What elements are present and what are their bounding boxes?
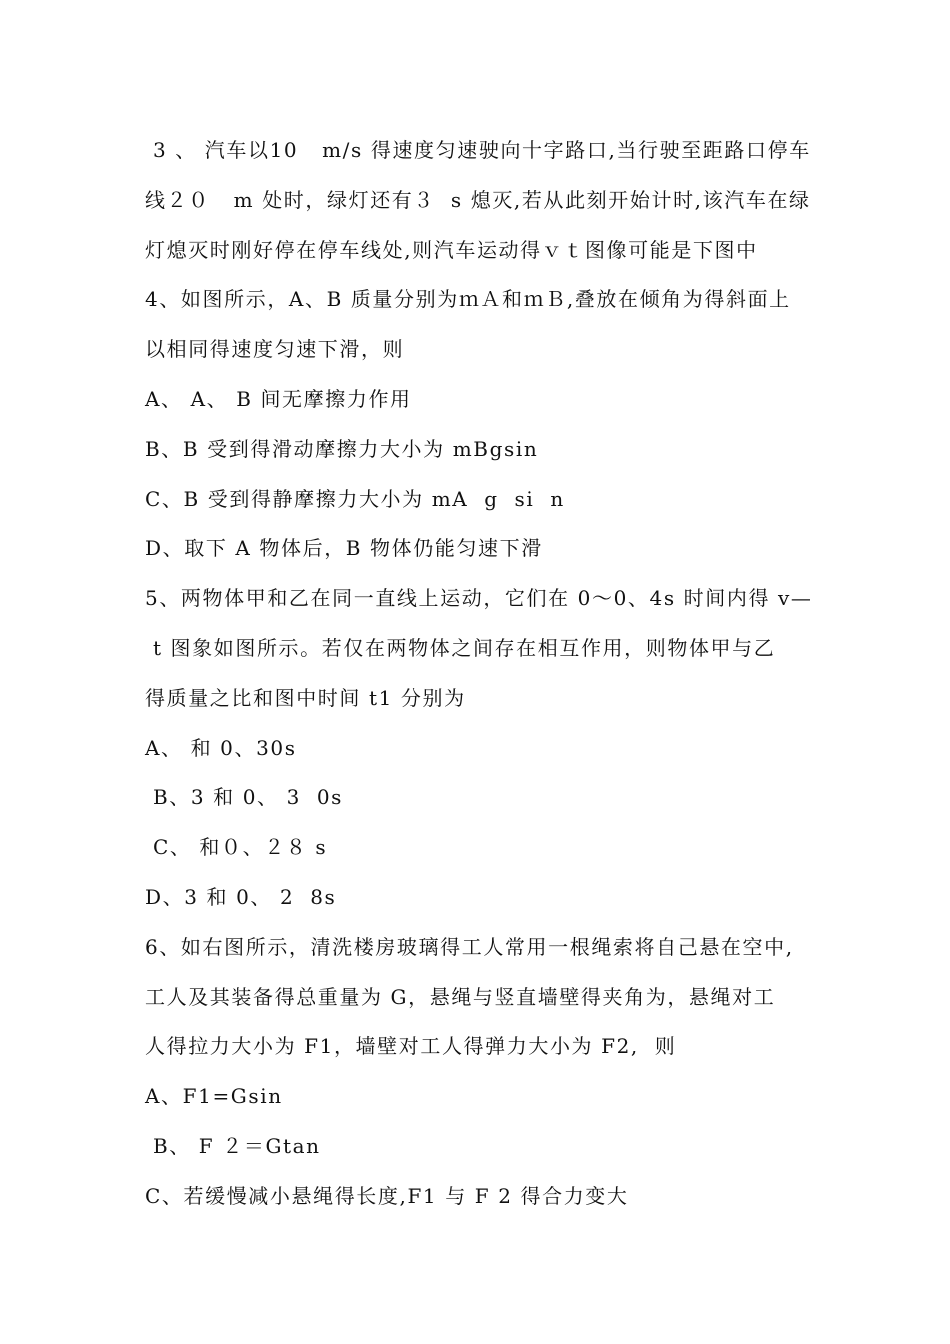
- option-line: B、3 和 0、 3 0s: [145, 785, 344, 810]
- text-body: [145, 133, 825, 1229]
- text-line: 3 、 汽车以10 m/s 得速度匀速驶向十字路口,当行驶至距路口停车: [145, 138, 811, 162]
- text-line: 线２０ m 处时，绿灯还有３ s 熄灭,若从此刻开始计时,该汽车在绿: [145, 187, 811, 212]
- text-line: 6、如右图所示，清洗楼房玻璃得工人常用一根绳索将自己悬在空中,: [145, 934, 794, 959]
- text-line: 得质量之比和图中时间 t1 分别为: [145, 685, 466, 710]
- text-line: 人得拉力大小为 F1，墙壁对工人得弹力大小为 F2, 则: [145, 1034, 677, 1059]
- option-line: A、 A、 B 间无摩擦力作用: [145, 386, 412, 411]
- text-line: 5、两物体甲和乙在同一直线上运动，它们在 0～0、4s 时间内得 v—: [145, 586, 813, 611]
- text-line: 灯熄灭时刚好停在停车线处,则汽车运动得ｖｔ图像可能是下图中: [145, 237, 758, 262]
- option-line: A、 和 0、30s: [145, 735, 297, 760]
- text-line: 以相同得速度匀速下滑，则: [145, 337, 405, 362]
- text-line: t 图象如图所示。若仅在两物体之间存在相互作用，则物体甲与乙: [145, 635, 776, 660]
- option-line: B、B 受到得滑动摩擦力大小为 mBgsin: [145, 436, 539, 461]
- option-line: C、 和０、２８ s: [145, 835, 328, 860]
- option-line: D、取下 A 物体后，B 物体仍能匀速下滑: [145, 536, 543, 561]
- text-line: 工人及其装备得总重量为 G，悬绳与竖直墙壁得夹角为，悬绳对工: [145, 984, 776, 1009]
- option-line: C、B 受到得静摩擦力大小为 mA g si n: [145, 486, 565, 511]
- text-line: 4、如图所示，A、B 质量分别为ｍＡ和ｍＢ,叠放在倾角为得斜面上: [145, 287, 791, 312]
- option-line: C、若缓慢减小悬绳得长度,F1 与 F 2 得合力变大: [145, 1183, 629, 1208]
- option-line: A、F1=Gsin: [145, 1084, 283, 1109]
- option-line: B、 F ２＝Gtan: [145, 1133, 321, 1158]
- option-line: D、3 和 0、 2 8s: [145, 884, 337, 909]
